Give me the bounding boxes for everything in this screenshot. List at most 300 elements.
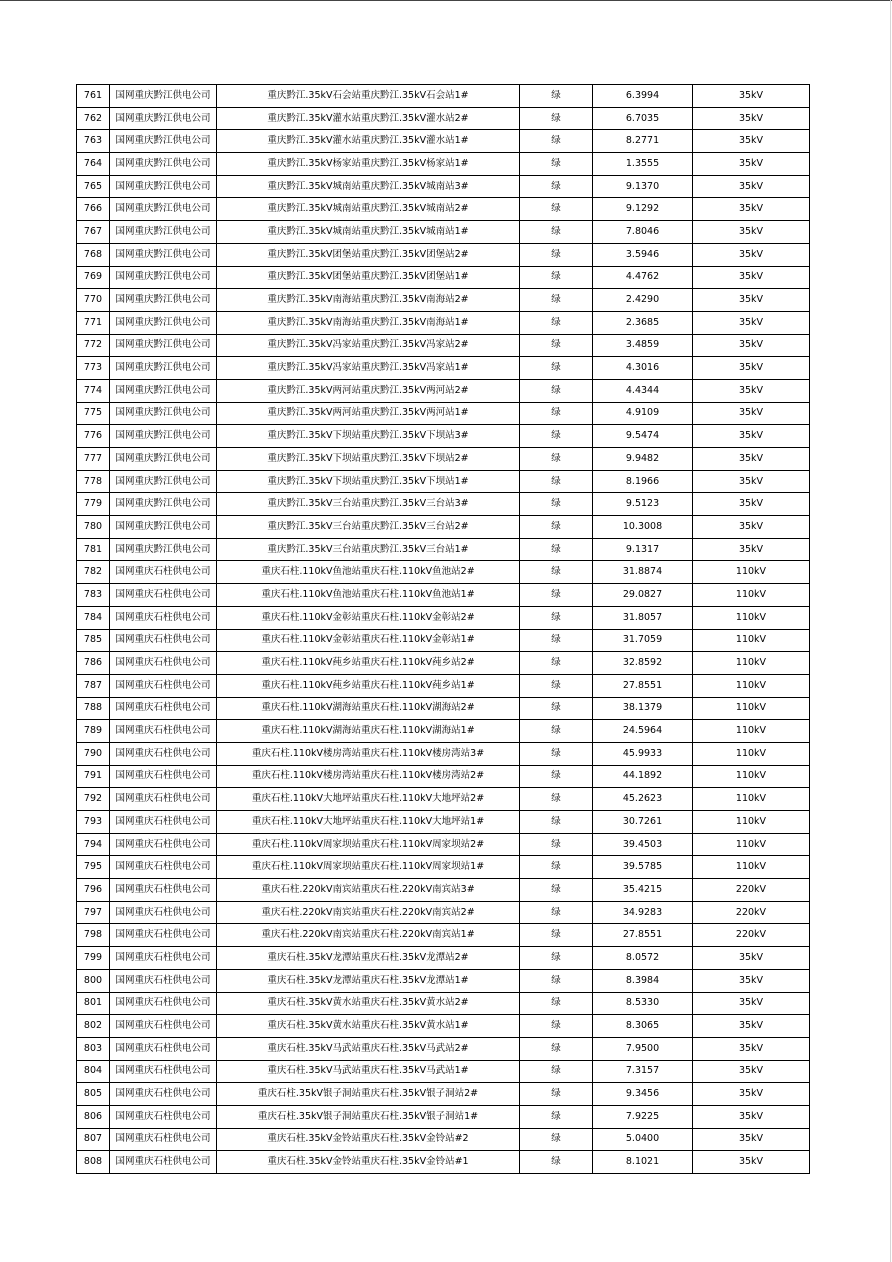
row-number: 808 <box>77 1151 110 1174</box>
table-row <box>77 856 810 879</box>
table-row <box>77 924 810 947</box>
voltage-level-cell: 35kV <box>693 379 810 402</box>
row-number: 776 <box>77 425 110 448</box>
row-number: 767 <box>77 221 110 244</box>
value-cell: 8.3065 <box>593 1015 693 1038</box>
company-cell: 国网重庆黔江供电公司 <box>110 266 217 289</box>
status-color-cell: 绿 <box>520 153 593 176</box>
row-number: 766 <box>77 198 110 221</box>
company-cell: 国网重庆黔江供电公司 <box>110 85 217 108</box>
status-color-cell: 绿 <box>520 1105 593 1128</box>
row-number: 763 <box>77 130 110 153</box>
transformer-name-cell: 重庆黔江.35kV冯家站重庆黔江.35kV冯家站2# <box>217 334 520 357</box>
status-color-cell: 绿 <box>520 629 593 652</box>
value-cell: 35.4215 <box>593 879 693 902</box>
voltage-level-cell: 110kV <box>693 561 810 584</box>
value-cell: 4.4344 <box>593 379 693 402</box>
value-cell: 27.8551 <box>593 924 693 947</box>
company-cell: 国网重庆黔江供电公司 <box>110 198 217 221</box>
value-cell: 34.9283 <box>593 901 693 924</box>
row-number: 780 <box>77 516 110 539</box>
row-number: 762 <box>77 107 110 130</box>
transformer-name-cell: 重庆石柱.110kV周家坝站重庆石柱.110kV周家坝站2# <box>217 833 520 856</box>
status-color-cell: 绿 <box>520 924 593 947</box>
row-number: 791 <box>77 765 110 788</box>
company-cell: 国网重庆石柱供电公司 <box>110 584 217 607</box>
company-cell: 国网重庆黔江供电公司 <box>110 379 217 402</box>
table-row <box>77 153 810 176</box>
transformer-name-cell: 重庆石柱.110kV湖海站重庆石柱.110kV湖海站2# <box>217 697 520 720</box>
company-cell: 国网重庆石柱供电公司 <box>110 947 217 970</box>
voltage-level-cell: 110kV <box>693 697 810 720</box>
value-cell: 6.7035 <box>593 107 693 130</box>
status-color-cell: 绿 <box>520 289 593 312</box>
transformer-name-cell: 重庆黔江.35kV三台站重庆黔江.35kV三台站2# <box>217 516 520 539</box>
value-cell: 9.1370 <box>593 175 693 198</box>
transformer-name-cell: 重庆黔江.35kV三台站重庆黔江.35kV三台站3# <box>217 493 520 516</box>
table-row <box>77 221 810 244</box>
voltage-level-cell: 35kV <box>693 947 810 970</box>
row-number: 802 <box>77 1015 110 1038</box>
row-number: 803 <box>77 1037 110 1060</box>
status-color-cell: 绿 <box>520 107 593 130</box>
transformer-name-cell: 重庆石柱.110kV大地坪站重庆石柱.110kV大地坪站1# <box>217 811 520 834</box>
voltage-level-cell: 110kV <box>693 652 810 675</box>
value-cell: 9.1292 <box>593 198 693 221</box>
transformer-name-cell: 重庆石柱.220kV南宾站重庆石柱.220kV南宾站3# <box>217 879 520 902</box>
status-color-cell: 绿 <box>520 969 593 992</box>
value-cell: 8.3984 <box>593 969 693 992</box>
status-color-cell: 绿 <box>520 606 593 629</box>
company-cell: 国网重庆石柱供电公司 <box>110 1037 217 1060</box>
transformer-name-cell: 重庆石柱.35kV银子洞站重庆石柱.35kV银子洞站1# <box>217 1105 520 1128</box>
row-number: 787 <box>77 674 110 697</box>
transformer-name-cell: 重庆黔江.35kV杨家站重庆黔江.35kV杨家站1# <box>217 153 520 176</box>
voltage-level-cell: 35kV <box>693 85 810 108</box>
row-number: 774 <box>77 379 110 402</box>
status-color-cell: 绿 <box>520 879 593 902</box>
transformer-name-cell: 重庆石柱.35kV黄水站重庆石柱.35kV黄水站2# <box>217 992 520 1015</box>
row-number: 804 <box>77 1060 110 1083</box>
status-color-cell: 绿 <box>520 175 593 198</box>
value-cell: 31.8057 <box>593 606 693 629</box>
row-number: 786 <box>77 652 110 675</box>
status-color-cell: 绿 <box>520 652 593 675</box>
value-cell: 38.1379 <box>593 697 693 720</box>
status-color-cell: 绿 <box>520 811 593 834</box>
transformer-name-cell: 重庆黔江.35kV城南站重庆黔江.35kV城南站3# <box>217 175 520 198</box>
company-cell: 国网重庆石柱供电公司 <box>110 788 217 811</box>
voltage-level-cell: 110kV <box>693 720 810 743</box>
voltage-level-cell: 35kV <box>693 1151 810 1174</box>
table-row <box>77 742 810 765</box>
value-cell: 3.5946 <box>593 243 693 266</box>
company-cell: 国网重庆黔江供电公司 <box>110 243 217 266</box>
transformer-name-cell: 重庆黔江.35kV两河站重庆黔江.35kV两河站2# <box>217 379 520 402</box>
transformer-name-cell: 重庆石柱.35kV金铃站重庆石柱.35kV金铃站#2 <box>217 1128 520 1151</box>
transformer-name-cell: 重庆石柱.35kV马武站重庆石柱.35kV马武站2# <box>217 1037 520 1060</box>
voltage-level-cell: 110kV <box>693 742 810 765</box>
transformer-name-cell: 重庆石柱.35kV金铃站重庆石柱.35kV金铃站#1 <box>217 1151 520 1174</box>
value-cell: 24.5964 <box>593 720 693 743</box>
company-cell: 国网重庆石柱供电公司 <box>110 606 217 629</box>
status-color-cell: 绿 <box>520 697 593 720</box>
company-cell: 国网重庆石柱供电公司 <box>110 561 217 584</box>
company-cell: 国网重庆黔江供电公司 <box>110 175 217 198</box>
row-number: 792 <box>77 788 110 811</box>
value-cell: 8.1966 <box>593 470 693 493</box>
row-number: 781 <box>77 538 110 561</box>
status-color-cell: 绿 <box>520 493 593 516</box>
status-color-cell: 绿 <box>520 765 593 788</box>
table-row <box>77 765 810 788</box>
row-number: 806 <box>77 1105 110 1128</box>
transformer-name-cell: 重庆石柱.110kV莼乡站重庆石柱.110kV莼乡站1# <box>217 674 520 697</box>
table-row <box>77 379 810 402</box>
company-cell: 国网重庆石柱供电公司 <box>110 924 217 947</box>
company-cell: 国网重庆石柱供电公司 <box>110 969 217 992</box>
table-row <box>77 584 810 607</box>
status-color-cell: 绿 <box>520 856 593 879</box>
table-row <box>77 561 810 584</box>
voltage-level-cell: 35kV <box>693 992 810 1015</box>
voltage-level-cell: 35kV <box>693 969 810 992</box>
value-cell: 45.2623 <box>593 788 693 811</box>
status-color-cell: 绿 <box>520 788 593 811</box>
row-number: 770 <box>77 289 110 312</box>
voltage-level-cell: 35kV <box>693 221 810 244</box>
voltage-level-cell: 35kV <box>693 516 810 539</box>
table-row <box>77 1015 810 1038</box>
company-cell: 国网重庆黔江供电公司 <box>110 425 217 448</box>
voltage-level-cell: 220kV <box>693 901 810 924</box>
status-color-cell: 绿 <box>520 266 593 289</box>
row-number: 798 <box>77 924 110 947</box>
company-cell: 国网重庆黔江供电公司 <box>110 448 217 471</box>
status-color-cell: 绿 <box>520 334 593 357</box>
transformer-name-cell: 重庆黔江.35kV下坝站重庆黔江.35kV下坝站2# <box>217 448 520 471</box>
company-cell: 国网重庆黔江供电公司 <box>110 538 217 561</box>
company-cell: 国网重庆石柱供电公司 <box>110 879 217 902</box>
table-row <box>77 1151 810 1174</box>
voltage-level-cell: 35kV <box>693 153 810 176</box>
voltage-level-cell: 35kV <box>693 266 810 289</box>
value-cell: 44.1892 <box>593 765 693 788</box>
voltage-level-cell: 35kV <box>693 311 810 334</box>
transformer-name-cell: 重庆石柱.35kV马武站重庆石柱.35kV马武站1# <box>217 1060 520 1083</box>
status-color-cell: 绿 <box>520 1151 593 1174</box>
value-cell: 4.4762 <box>593 266 693 289</box>
row-number: 794 <box>77 833 110 856</box>
row-number: 793 <box>77 811 110 834</box>
voltage-level-cell: 35kV <box>693 198 810 221</box>
company-cell: 国网重庆石柱供电公司 <box>110 765 217 788</box>
company-cell: 国网重庆石柱供电公司 <box>110 629 217 652</box>
value-cell: 10.3008 <box>593 516 693 539</box>
status-color-cell: 绿 <box>520 561 593 584</box>
row-number: 796 <box>77 879 110 902</box>
voltage-level-cell: 35kV <box>693 402 810 425</box>
transformer-name-cell: 重庆石柱.110kV鱼池站重庆石柱.110kV鱼池站1# <box>217 584 520 607</box>
voltage-level-cell: 220kV <box>693 879 810 902</box>
value-cell: 7.9500 <box>593 1037 693 1060</box>
transformer-name-cell: 重庆石柱.35kV龙潭站重庆石柱.35kV龙潭站2# <box>217 947 520 970</box>
voltage-level-cell: 35kV <box>693 289 810 312</box>
table-row <box>77 1060 810 1083</box>
value-cell: 39.5785 <box>593 856 693 879</box>
company-cell: 国网重庆石柱供电公司 <box>110 652 217 675</box>
company-cell: 国网重庆石柱供电公司 <box>110 901 217 924</box>
table-body <box>77 85 810 1174</box>
transformer-name-cell: 重庆黔江.35kV南海站重庆黔江.35kV南海站2# <box>217 289 520 312</box>
transformer-name-cell: 重庆石柱.110kV莼乡站重庆石柱.110kV莼乡站2# <box>217 652 520 675</box>
company-cell: 国网重庆黔江供电公司 <box>110 402 217 425</box>
table-row <box>77 289 810 312</box>
row-number: 784 <box>77 606 110 629</box>
table-row <box>77 720 810 743</box>
status-color-cell: 绿 <box>520 357 593 380</box>
status-color-cell: 绿 <box>520 448 593 471</box>
company-cell: 国网重庆黔江供电公司 <box>110 289 217 312</box>
status-color-cell: 绿 <box>520 742 593 765</box>
company-cell: 国网重庆黔江供电公司 <box>110 221 217 244</box>
table-row <box>77 1128 810 1151</box>
row-number: 788 <box>77 697 110 720</box>
row-number: 771 <box>77 311 110 334</box>
row-number: 769 <box>77 266 110 289</box>
company-cell: 国网重庆石柱供电公司 <box>110 697 217 720</box>
status-color-cell: 绿 <box>520 674 593 697</box>
voltage-level-cell: 35kV <box>693 130 810 153</box>
value-cell: 4.9109 <box>593 402 693 425</box>
status-color-cell: 绿 <box>520 425 593 448</box>
company-cell: 国网重庆石柱供电公司 <box>110 1060 217 1083</box>
table-row <box>77 788 810 811</box>
value-cell: 8.2771 <box>593 130 693 153</box>
status-color-cell: 绿 <box>520 198 593 221</box>
transformer-name-cell: 重庆石柱.220kV南宾站重庆石柱.220kV南宾站1# <box>217 924 520 947</box>
status-color-cell: 绿 <box>520 402 593 425</box>
value-cell: 5.0400 <box>593 1128 693 1151</box>
row-number: 799 <box>77 947 110 970</box>
row-number: 805 <box>77 1083 110 1106</box>
company-cell: 国网重庆石柱供电公司 <box>110 1015 217 1038</box>
voltage-level-cell: 35kV <box>693 1015 810 1038</box>
transformer-name-cell: 重庆黔江.35kV团堡站重庆黔江.35kV团堡站1# <box>217 266 520 289</box>
status-color-cell: 绿 <box>520 720 593 743</box>
company-cell: 国网重庆黔江供电公司 <box>110 153 217 176</box>
status-color-cell: 绿 <box>520 538 593 561</box>
voltage-level-cell: 35kV <box>693 357 810 380</box>
value-cell: 7.8046 <box>593 221 693 244</box>
table-row <box>77 243 810 266</box>
status-color-cell: 绿 <box>520 379 593 402</box>
value-cell: 30.7261 <box>593 811 693 834</box>
status-color-cell: 绿 <box>520 470 593 493</box>
row-number: 764 <box>77 153 110 176</box>
voltage-level-cell: 35kV <box>693 1037 810 1060</box>
company-cell: 国网重庆石柱供电公司 <box>110 856 217 879</box>
table-row <box>77 402 810 425</box>
voltage-level-cell: 110kV <box>693 833 810 856</box>
value-cell: 9.5474 <box>593 425 693 448</box>
transformer-name-cell: 重庆石柱.35kV银子洞站重庆石柱.35kV银子洞站2# <box>217 1083 520 1106</box>
table-row <box>77 674 810 697</box>
transformer-name-cell: 重庆黔江.35kV团堡站重庆黔江.35kV团堡站2# <box>217 243 520 266</box>
voltage-level-cell: 110kV <box>693 788 810 811</box>
value-cell: 7.3157 <box>593 1060 693 1083</box>
voltage-level-cell: 35kV <box>693 470 810 493</box>
transformer-name-cell: 重庆石柱.35kV龙潭站重庆石柱.35kV龙潭站1# <box>217 969 520 992</box>
company-cell: 国网重庆黔江供电公司 <box>110 493 217 516</box>
table-row <box>77 198 810 221</box>
transformer-name-cell: 重庆石柱.110kV鱼池站重庆石柱.110kV鱼池站2# <box>217 561 520 584</box>
voltage-level-cell: 35kV <box>693 1083 810 1106</box>
transformer-name-cell: 重庆黔江.35kV城南站重庆黔江.35kV城南站2# <box>217 198 520 221</box>
value-cell: 8.0572 <box>593 947 693 970</box>
row-number: 777 <box>77 448 110 471</box>
row-number: 807 <box>77 1128 110 1151</box>
status-color-cell: 绿 <box>520 311 593 334</box>
transformer-name-cell: 重庆黔江.35kV南海站重庆黔江.35kV南海站1# <box>217 311 520 334</box>
row-number: 773 <box>77 357 110 380</box>
company-cell: 国网重庆石柱供电公司 <box>110 992 217 1015</box>
table-row <box>77 470 810 493</box>
transformer-name-cell: 重庆黔江.35kV冯家站重庆黔江.35kV冯家站1# <box>217 357 520 380</box>
company-cell: 国网重庆黔江供电公司 <box>110 311 217 334</box>
transformer-name-cell: 重庆石柱.110kV楼房湾站重庆石柱.110kV楼房湾站3# <box>217 742 520 765</box>
transformer-name-cell: 重庆石柱.110kV金彰站重庆石柱.110kV金彰站2# <box>217 606 520 629</box>
table-row <box>77 85 810 108</box>
table-row <box>77 833 810 856</box>
row-number: 765 <box>77 175 110 198</box>
voltage-level-cell: 35kV <box>693 493 810 516</box>
table-row <box>77 652 810 675</box>
voltage-level-cell: 110kV <box>693 584 810 607</box>
voltage-level-cell: 110kV <box>693 629 810 652</box>
table-row <box>77 992 810 1015</box>
table-row <box>77 697 810 720</box>
table-row <box>77 516 810 539</box>
company-cell: 国网重庆石柱供电公司 <box>110 811 217 834</box>
table-row <box>77 493 810 516</box>
table-row <box>77 334 810 357</box>
voltage-level-cell: 110kV <box>693 811 810 834</box>
table-row <box>77 1105 810 1128</box>
voltage-level-cell: 35kV <box>693 1060 810 1083</box>
transformer-name-cell: 重庆石柱.110kV湖海站重庆石柱.110kV湖海站1# <box>217 720 520 743</box>
company-cell: 国网重庆石柱供电公司 <box>110 1128 217 1151</box>
company-cell: 国网重庆石柱供电公司 <box>110 833 217 856</box>
table-row <box>77 266 810 289</box>
transformer-name-cell: 重庆石柱.35kV黄水站重庆石柱.35kV黄水站1# <box>217 1015 520 1038</box>
company-cell: 国网重庆黔江供电公司 <box>110 516 217 539</box>
value-cell: 6.3994 <box>593 85 693 108</box>
row-number: 761 <box>77 85 110 108</box>
row-number: 797 <box>77 901 110 924</box>
value-cell: 29.0827 <box>593 584 693 607</box>
company-cell: 国网重庆石柱供电公司 <box>110 742 217 765</box>
status-color-cell: 绿 <box>520 1037 593 1060</box>
value-cell: 32.8592 <box>593 652 693 675</box>
status-color-cell: 绿 <box>520 1015 593 1038</box>
transformer-name-cell: 重庆石柱.110kV楼房湾站重庆石柱.110kV楼房湾站2# <box>217 765 520 788</box>
table-row <box>77 1037 810 1060</box>
table-row <box>77 130 810 153</box>
transformer-name-cell: 重庆黔江.35kV石会站重庆黔江.35kV石会站1# <box>217 85 520 108</box>
row-number: 768 <box>77 243 110 266</box>
table-row <box>77 448 810 471</box>
table-row <box>77 538 810 561</box>
status-color-cell: 绿 <box>520 221 593 244</box>
transformer-name-cell: 重庆黔江.35kV灌水站重庆黔江.35kV灌水站2# <box>217 107 520 130</box>
table-row <box>77 425 810 448</box>
row-number: 772 <box>77 334 110 357</box>
voltage-level-cell: 110kV <box>693 674 810 697</box>
status-color-cell: 绿 <box>520 516 593 539</box>
transformer-name-cell: 重庆石柱.110kV金彰站重庆石柱.110kV金彰站1# <box>217 629 520 652</box>
transformer-table <box>76 84 810 1174</box>
table-row <box>77 357 810 380</box>
table-row <box>77 107 810 130</box>
row-number: 779 <box>77 493 110 516</box>
table-row <box>77 947 810 970</box>
value-cell: 27.8551 <box>593 674 693 697</box>
table-row <box>77 175 810 198</box>
company-cell: 国网重庆石柱供电公司 <box>110 1083 217 1106</box>
transformer-name-cell: 重庆黔江.35kV灌水站重庆黔江.35kV灌水站1# <box>217 130 520 153</box>
value-cell: 9.1317 <box>593 538 693 561</box>
row-number: 789 <box>77 720 110 743</box>
status-color-cell: 绿 <box>520 130 593 153</box>
status-color-cell: 绿 <box>520 243 593 266</box>
transformer-name-cell: 重庆黔江.35kV两河站重庆黔江.35kV两河站1# <box>217 402 520 425</box>
top-border <box>0 0 892 1</box>
status-color-cell: 绿 <box>520 992 593 1015</box>
value-cell: 2.4290 <box>593 289 693 312</box>
row-number: 790 <box>77 742 110 765</box>
value-cell: 8.5330 <box>593 992 693 1015</box>
voltage-level-cell: 110kV <box>693 856 810 879</box>
company-cell: 国网重庆石柱供电公司 <box>110 1105 217 1128</box>
value-cell: 45.9933 <box>593 742 693 765</box>
value-cell: 31.7059 <box>593 629 693 652</box>
value-cell: 4.3016 <box>593 357 693 380</box>
row-number: 785 <box>77 629 110 652</box>
row-number: 782 <box>77 561 110 584</box>
value-cell: 9.3456 <box>593 1083 693 1106</box>
value-cell: 9.9482 <box>593 448 693 471</box>
voltage-level-cell: 110kV <box>693 765 810 788</box>
value-cell: 8.1021 <box>593 1151 693 1174</box>
value-cell: 9.5123 <box>593 493 693 516</box>
value-cell: 7.9225 <box>593 1105 693 1128</box>
row-number: 778 <box>77 470 110 493</box>
right-border <box>890 0 891 1262</box>
voltage-level-cell: 35kV <box>693 175 810 198</box>
company-cell: 国网重庆黔江供电公司 <box>110 130 217 153</box>
company-cell: 国网重庆石柱供电公司 <box>110 674 217 697</box>
transformer-name-cell: 重庆黔江.35kV下坝站重庆黔江.35kV下坝站3# <box>217 425 520 448</box>
company-cell: 国网重庆石柱供电公司 <box>110 720 217 743</box>
table-row <box>77 606 810 629</box>
table-row <box>77 1083 810 1106</box>
transformer-name-cell: 重庆黔江.35kV三台站重庆黔江.35kV三台站1# <box>217 538 520 561</box>
voltage-level-cell: 35kV <box>693 448 810 471</box>
voltage-level-cell: 110kV <box>693 606 810 629</box>
status-color-cell: 绿 <box>520 947 593 970</box>
table-row <box>77 969 810 992</box>
